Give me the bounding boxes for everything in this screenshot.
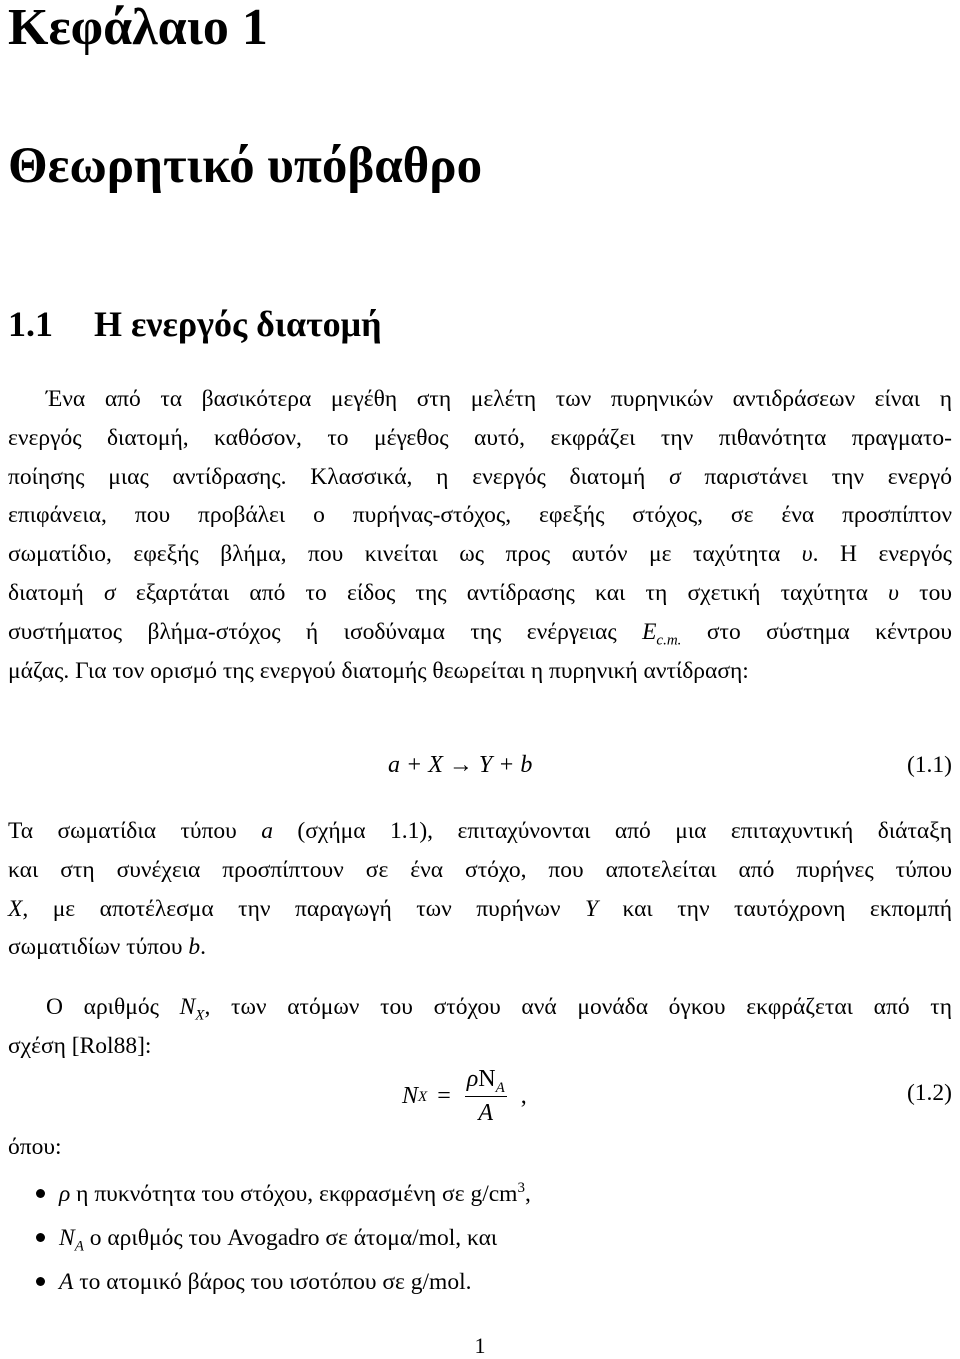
chapter-title: Θεωρητικό υπόβαθρο xyxy=(8,138,483,194)
p1-line-4: επιφάνεια, που προβάλει ο πυρήνας-στόχος, εφεξής στόχος, σε ένα προσπίπτον xyxy=(8,502,952,529)
page-number: 1 xyxy=(474,1333,486,1358)
p1-line-8: μάζας. Για τον ορισμό της ενεργού διατομής θεωρείται η πυρηνική αντίδραση: xyxy=(8,657,749,684)
p1-line-1: Ένα από τα βασικότερα μεγέθη στη μελέτη των πυρηνικών αντιδράσεων είναι η xyxy=(46,386,952,412)
paragraph-3 xyxy=(8,988,952,1066)
p3-line-2: σχέση [Rol88]: xyxy=(8,1032,152,1059)
equation-1-2-number: (1.2) xyxy=(906,1080,952,1106)
equation-1-2: N X = $\frac{\rho N_A}{A}$ , xyxy=(402,1064,527,1129)
bullet-icon xyxy=(36,1189,45,1198)
p1-line-5: σωματίδιο, εφεξής βλήμα, που κινείται ως προς αυτόν με ταχύτητα υ. Η ενεργός xyxy=(8,541,952,568)
p2-line-4: σωματιδίων τύπου b. xyxy=(8,934,207,961)
list-item: A το ατομικό βάρος του ισοτόπου σε g/mol. xyxy=(36,1260,531,1304)
equation-1-1-number: (1.1) xyxy=(906,752,952,778)
energy-symbol: E xyxy=(642,618,657,645)
section-title: Η ενεργός διατομή xyxy=(94,304,382,344)
equation-1-1: a + X → Y + b xyxy=(388,752,533,778)
p1-line-2: ενεργός διατομή, καθόσον, το μέγεθος αυτό, εκφράζει την πιθανότητα πραγματο- xyxy=(8,424,952,451)
where-label: όπου: xyxy=(8,1134,62,1160)
list-item: ρ η πυκνότητα του στόχου, εκφρασμένη σε $g/cm^3$, xyxy=(36,1172,531,1216)
p2-line-2: και στη συνέχεια προσπίπτουν σε ένα στόχο, που αποτελείται από πυρήνες τύπου xyxy=(8,856,952,883)
bullet-icon xyxy=(36,1277,45,1286)
list-item: $N_A$ ο αριθμός του Avogadro σε άτομα/mol, και xyxy=(36,1216,531,1260)
bullet-icon xyxy=(36,1233,45,1242)
velocity-symbol: υ xyxy=(801,541,813,568)
p1-line-7: συστήματος βλήμα-στόχος ή ισοδύναμα της ενέργειας $E_{c.m.}$ στο σύστημα κέντρου xyxy=(8,618,953,649)
p1-line-3: ποίησης μιας αντίδρασης. Κλασσικά, η ενεργός διατομή σ παριστάνει την ενεργό xyxy=(8,463,952,490)
definitions-list xyxy=(36,1172,531,1304)
p1-line-6: διατομή σ εξαρτάται από το είδος της αντίδρασης και τη σχετική ταχύτητα υ του xyxy=(8,579,952,606)
fraction: $\frac{\rho N_A}{A}$ xyxy=(466,1066,505,1126)
p2-line-3: X, με αποτέλεσμα την παραγωγή των πυρήνων Y και την ταυτόχρονη εκπομπή xyxy=(8,895,952,922)
paragraph-2 xyxy=(8,812,952,967)
p2-line-1: Τα σωματίδια τύπου a (σχήμα 1.1), επιταχύνονται από μια επιταχυντική διάταξη xyxy=(8,818,952,844)
sigma-symbol: σ xyxy=(669,463,681,490)
paragraph-1 xyxy=(8,380,952,690)
chapter-heading: Κεφάλαιο 1 xyxy=(8,0,268,56)
p3-line-1: Ο αριθμός $N_X$, των ατόμων του στόχου ανά μονάδα όγκου εκφράζεται από τη xyxy=(46,994,952,1024)
section-heading xyxy=(8,302,382,346)
section-number: 1.1 xyxy=(8,304,53,344)
